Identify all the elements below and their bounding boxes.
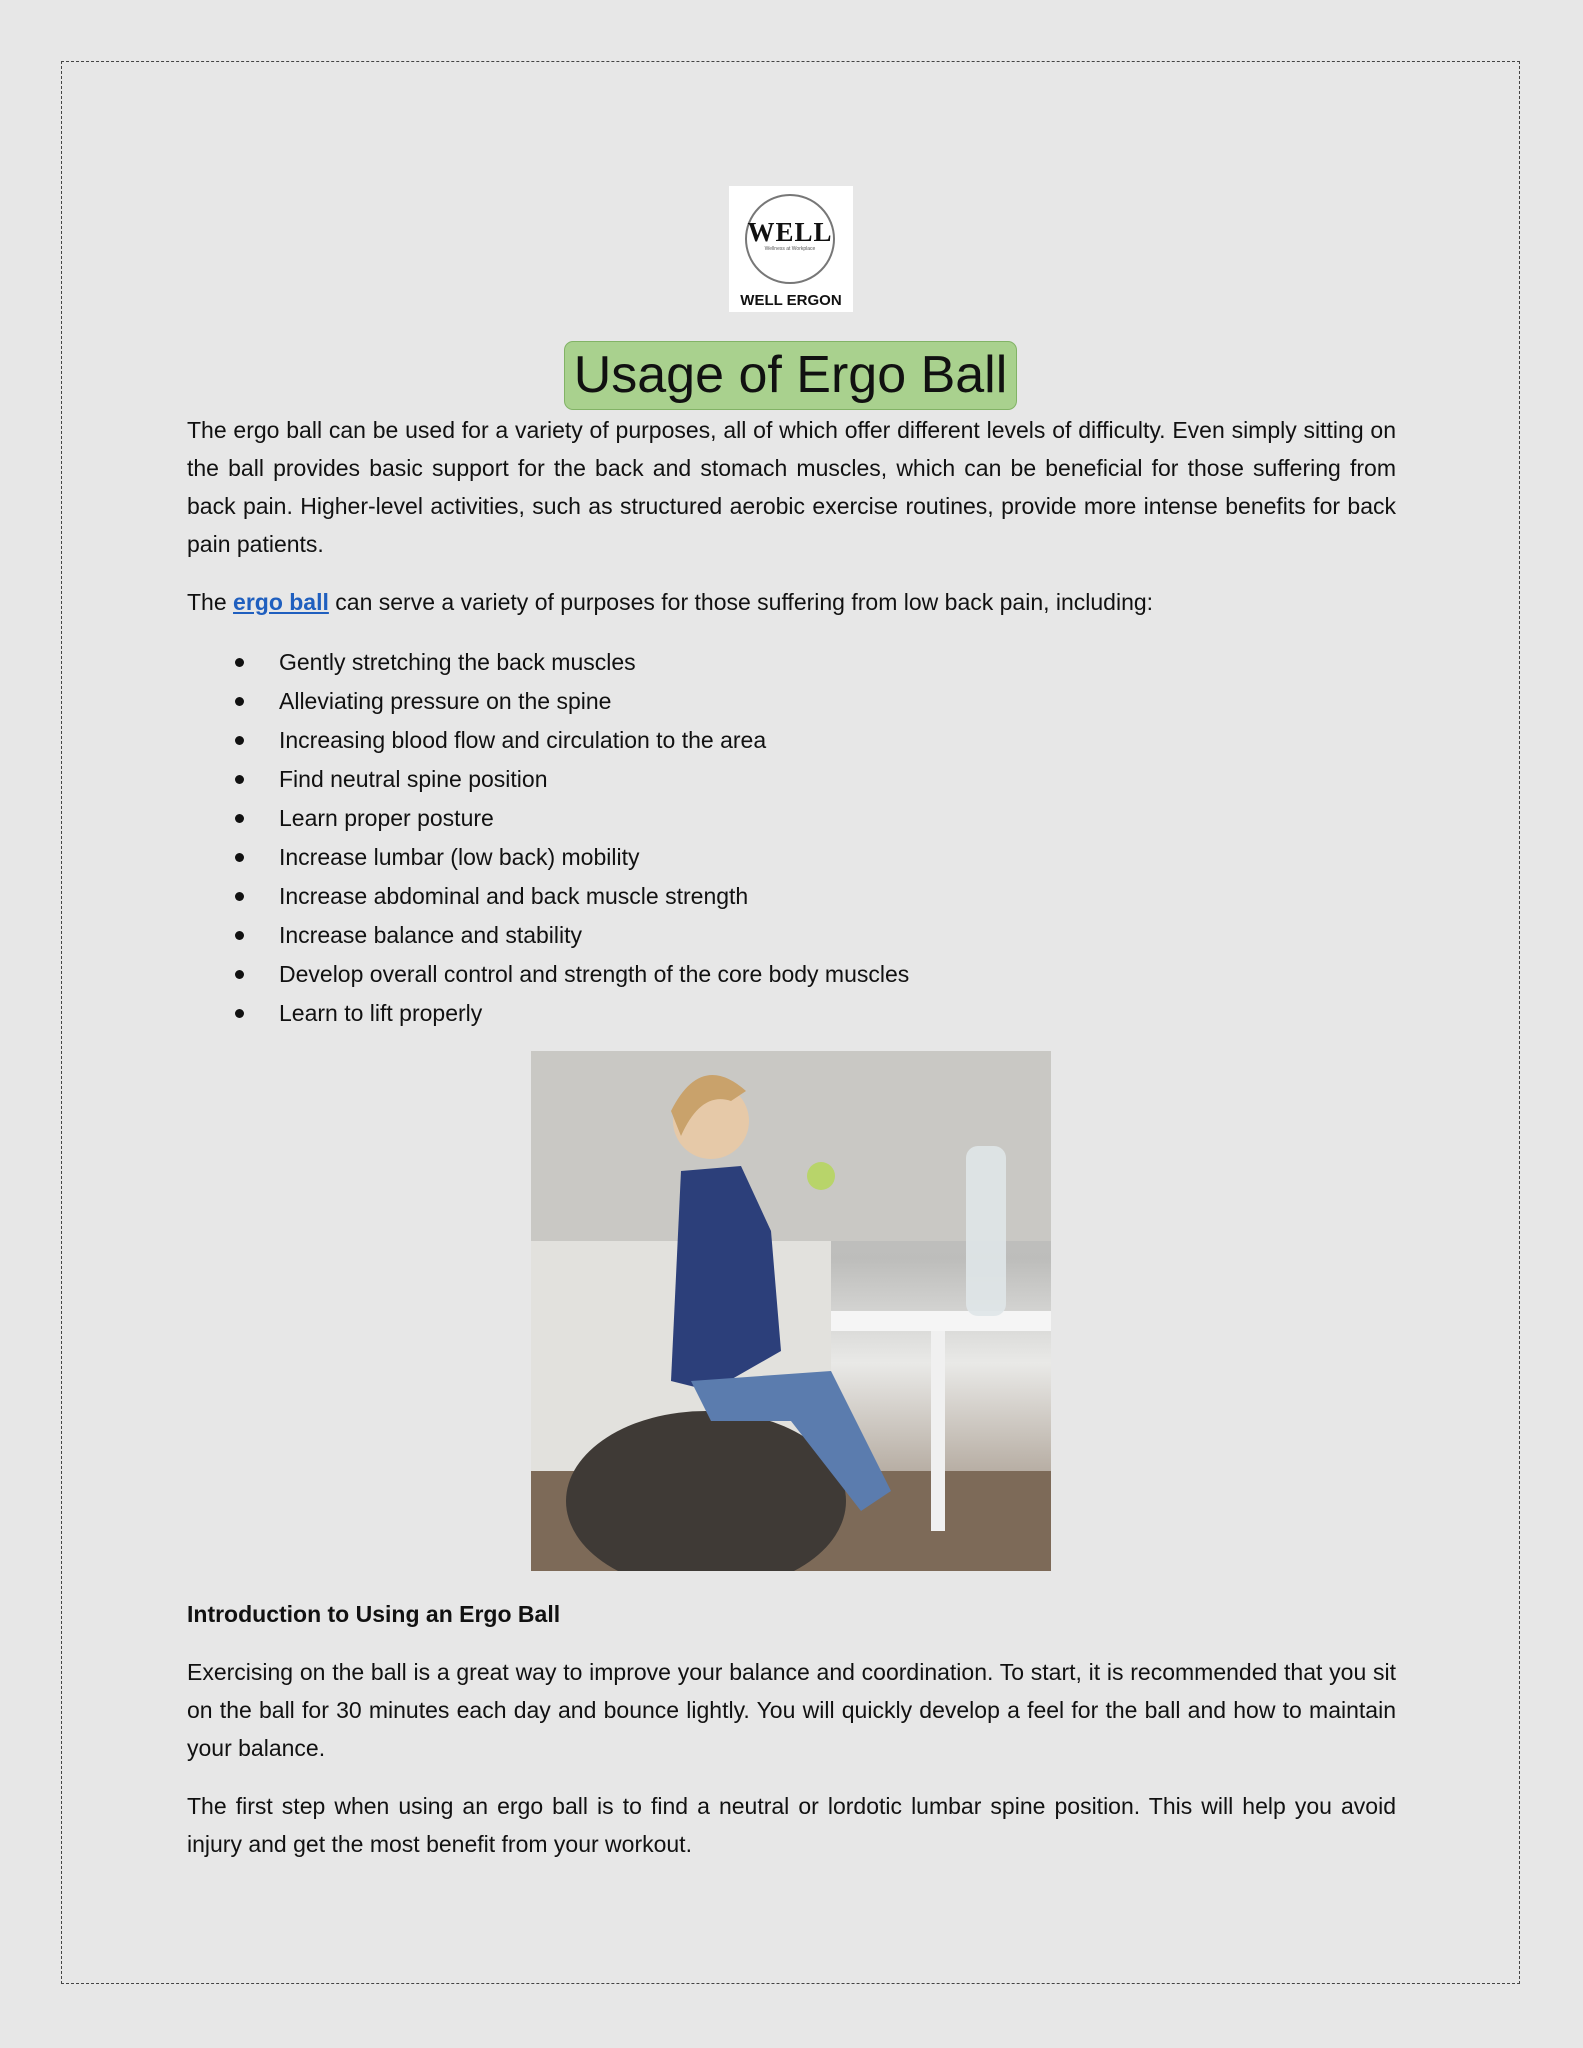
section-heading: Introduction to Using an Ergo Ball — [187, 1601, 561, 1627]
section-text-1: Exercising on the ball is a great way to improve your balance and coordination. To start, it is recommended that you sit on the ball for 30 minutes each day and bounce lightly. You will quickly develop a feel for the ball and how to maintain your balance. — [187, 1659, 1396, 1761]
list-item-text: Increase abdominal and back muscle strength — [279, 883, 749, 909]
well-ergon-logo — [729, 186, 853, 312]
bullet-icon — [235, 1009, 244, 1018]
bullet-icon — [235, 931, 244, 940]
list-item-text: Increase lumbar (low back) mobility — [279, 844, 640, 870]
list-item-text: Develop overall control and strength of the core body muscles — [279, 961, 910, 987]
intro-section — [187, 1595, 1396, 1633]
logo-ring — [745, 194, 835, 284]
list-item-text: Alleviating pressure on the spine — [279, 688, 612, 714]
list-item — [187, 643, 909, 682]
list-item-text: Find neutral spine position — [279, 766, 548, 792]
intro-text: The ergo ball can be used for a variety of purposes, all of which offer different levels of difficulty. Even simply sitting on the ball provides basic support for the back and stomach muscles, which can be beneficial for those suffering from back pain. Higher-level activities, such as structured aerobic exercise routines, provide more intense benefits for back pain patients. — [187, 417, 1396, 557]
purposes-paragraph — [187, 583, 1396, 621]
bullet-icon — [235, 658, 244, 667]
list-item-text: Increase balance and stability — [279, 922, 583, 948]
list-item — [187, 682, 909, 721]
woman-on-ergo-ball-photo — [531, 1051, 1051, 1571]
list-item-text: Increasing blood flow and circulation to the area — [279, 727, 767, 753]
list-item-text: Gently stretching the back muscles — [279, 649, 636, 675]
list-item — [187, 877, 909, 916]
logo-tagline: Wellness at Workplace — [764, 246, 816, 252]
list-item-text: Learn to lift properly — [279, 1000, 483, 1026]
bullet-icon — [235, 892, 244, 901]
section-paragraph-2 — [187, 1787, 1396, 1863]
logo-mark: WELL — [747, 217, 833, 247]
purposes-prefix: The — [187, 589, 227, 615]
ergo-ball-link[interactable]: ergo ball — [233, 589, 329, 615]
list-item — [187, 799, 909, 838]
purposes-suffix: can serve a variety of purposes for those suffering from low back pain, including: — [335, 589, 1154, 615]
intro-paragraph — [187, 411, 1396, 563]
section-text-2: The first step when using an ergo ball is to find a neutral or lordotic lumbar spine position. This will help you avoid injury and get the most benefit from your workout. — [187, 1793, 1396, 1857]
bullet-icon — [235, 775, 244, 784]
bullet-icon — [235, 697, 244, 706]
bullet-icon — [235, 736, 244, 745]
list-item-text: Learn proper posture — [279, 805, 494, 831]
bullet-icon — [235, 970, 244, 979]
page-title: Usage of Ergo Ball — [564, 341, 1017, 410]
logo-name: WELL ERGON — [740, 292, 842, 309]
list-item — [187, 955, 909, 994]
purposes-list — [187, 643, 909, 1033]
list-item — [187, 721, 909, 760]
bullet-icon — [235, 814, 244, 823]
bullet-icon — [235, 853, 244, 862]
list-item — [187, 994, 909, 1033]
list-item — [187, 760, 909, 799]
list-item — [187, 916, 909, 955]
list-item — [187, 838, 909, 877]
section-paragraph-1 — [187, 1653, 1396, 1767]
